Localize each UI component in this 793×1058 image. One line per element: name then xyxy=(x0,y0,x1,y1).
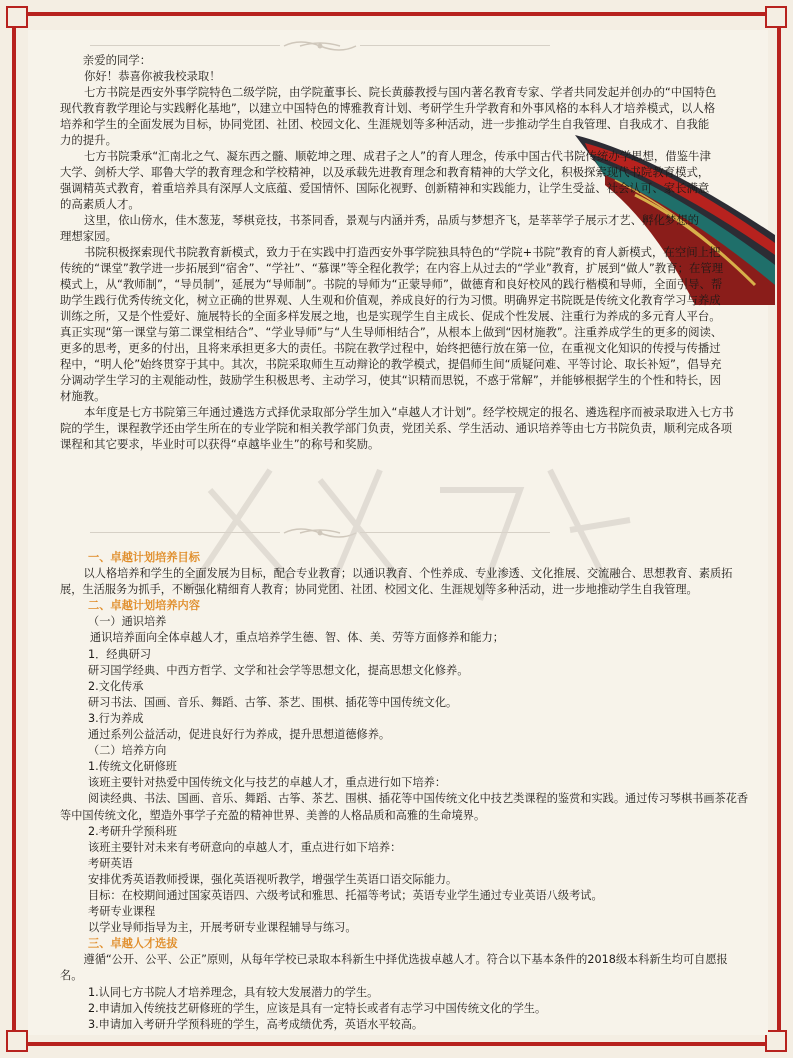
corner-ornament xyxy=(765,1030,787,1052)
english-heading: 考研英语 xyxy=(88,856,133,870)
letter-paragraph-3: 这里，依山傍水，佳木葱茏，琴棋竞技，书茶同香，景观与内涵并秀，品质与梦想齐飞，是莘莘学子展示才艺、孵化梦想的理想家园。 xyxy=(60,213,700,243)
item-classics: 1．经典研习 xyxy=(88,647,152,661)
letter-paragraph-1: 七方书院是西安外事学院特色二级学院，由学院董事长、院长黄藤教授与国内著名教育专家、学者共同发起并创办的“中国特色现代教育教学理论与实践孵化基地”，以建立中国特色的博雅教育计划、考研学生升学教育和外事风格的本科人才培养模式，以人格培养和学生的全面发展为目标，协同党团、社团、校园文化、生涯规划等多种活动，进一步推动学生自我管理、自我成才、自我能力的提升。 xyxy=(60,85,717,147)
direction-postgrad-a: 该班主要针对未来有考研意向的卓越人才，重点进行如下培养： xyxy=(88,840,402,854)
direction-traditional-a: 该班主要针对热爱中国传统文化与技艺的卓越人才，重点进行如下培养： xyxy=(88,776,447,790)
item-culture-text: 研习书法、国画、音乐、舞蹈、古筝、茶艺、围棋、插花等中国传统文化。 xyxy=(88,695,458,709)
section-goal-text: 以人格培养和学生的全面发展为目标，配合专业教育；以通识教育、个性养成、专业渗透、文化推展、交流融合、思想教育、素质拓展，生活服务为抓手，不断强化精细育人教育；协同党团、社团、校园文化、生涯规划等多种活动，进一步地推动学生自我管理。 xyxy=(60,567,733,597)
general-text: 通识培养面向全体卓越人才，重点培养学生德、智、体、美、劳等方面修养和能力； xyxy=(90,631,504,645)
item-culture: 2.文化传承 xyxy=(88,679,144,693)
item-behavior-text: 通过系列公益活动，促进良好行为养成，提升思想道德修养。 xyxy=(88,728,391,742)
major-heading: 考研专业课程 xyxy=(88,905,156,919)
selection-criterion-1: 1.认同七方书院人才培养理念，具有较大发展潜力的学生。 xyxy=(88,985,379,999)
letter-greeting: 亲爱的同学： xyxy=(82,53,152,67)
welcome-letter xyxy=(60,52,750,452)
subheading-general: （一）通识培养 xyxy=(88,615,167,629)
section-heading-selection: 三、卓越人才选拔 xyxy=(88,937,178,951)
selection-criterion-3: 3.申请加入考研升学预科班的学生，高考成绩优秀，英语水平较高。 xyxy=(88,1017,424,1031)
direction-traditional: 1.传统文化研修班 xyxy=(88,760,177,774)
major-text: 以学业导师指导为主，开展考研专业课程辅导与练习。 xyxy=(88,921,357,935)
corner-ornament xyxy=(6,6,28,28)
letter-paragraph-4: 书院积极探索现代书院教育新模式，致力于在实践中打造西安外事学院独具特色的“学院+书院”教育的育人新模式，在空间上把传统的“课堂”教学进一步拓展到“宿舍”、“学社”、“慕课”等全程化教学；在内容上从过去的“学业”教育，扩展到“做人”教育；在管理模式上，从“教师制”，“导员制”，延展为“导师制”。书院的导师为“正蒙导师”，做德育和良好校风的践行楷模和导师，全面引导、帮助学生践行优秀传统文化，树立正确的世界观、人生观和价值观，养成良好的行为习惯。明确界定书院既是传统文化教育学习与养成训练之所，又是个性爱好、施展特长的全面多样发展之地，也是实现学生自主成长、促成个性发展、注重行为养成的多元育人平台。真正实现“第一课堂与第二课堂相结合”、“学业导师”与“人生导师相结合”，从根本上做到“因材施教”。注重养成学生的更多的阅读、更多的思考，更多的付出，且将来承担更多大的责任。书院在教学过程中，始终把德行放在第一位，在重视文化知识的传授与传播过程中，“明人伦”始终贯穿于其中。其次，书院采取师生互动辩论的教学模式，提倡师生间“质疑问难、平等讨论、取长补短”，倡导充分调动学生学习的主观能动性，鼓励学生积极思考、主动学习，使其“识精而思锐，不惑于常解”，并能够根据学生的个性和特长，因材施教。 xyxy=(60,245,724,403)
subheading-direction: （二）培养方向 xyxy=(88,744,167,758)
program-sections xyxy=(60,550,750,1033)
selection-text: 遵循“公开、公平、公正”原则，从每年学校已录取本科新生中择优选拔卓越人才。符合以下基本条件的2018级本科新生均可自愿报名。 xyxy=(60,953,728,983)
english-text-a: 安排优秀英语教师授课，强化英语视听教学，增强学生英语口语交际能力。 xyxy=(88,872,458,886)
section-heading-goal: 一、卓越计划培养目标 xyxy=(88,551,200,564)
corner-ornament xyxy=(6,1030,28,1052)
section-heading-content: 二、卓越计划培养内容 xyxy=(88,599,200,613)
letter-congrats: 你好！恭喜你被我校录取！ xyxy=(83,69,221,83)
selection-criterion-2: 2.申请加入传统技艺研修班的学生，应该是具有一定特长或者有志学习中国传统文化的学生。 xyxy=(88,1001,547,1015)
direction-traditional-b: 阅读经典、书法、国画、音乐、舞蹈、古筝、茶艺、围棋、插花等中国传统文化中技艺类课程的鉴赏和实践。通过传习琴棋书画茶花香等中国传统文化，塑造外事学子充盈的精神世界、美善的人格品质和高雅的生命境界。 xyxy=(60,792,749,822)
corner-ornament xyxy=(765,6,787,28)
direction-postgrad: 2.考研升学预科班 xyxy=(88,824,177,838)
letter-paragraph-5: 本年度是七方书院第三年通过遴选方式择优录取部分学生加入“卓越人才计划”。经学校规定的报名、遴选程序而被录取进入七方书院的学生，课程教学还由学生所在的专业学院和相关教学部门负责，党团关系、学生活动、通识培养等由七方书院负责，顺利完成各项课程和其它要求，毕业时可以获得“卓越毕业生”的称号和奖励。 xyxy=(60,405,734,451)
item-behavior: 3.行为养成 xyxy=(88,711,144,725)
item-classics-text: 研习国学经典、中西方哲学、文学和社会学等思想文化，提高思想文化修养。 xyxy=(88,663,469,677)
english-text-b: 目标：在校期间通过国家英语四、六级考试和雅思、托福等考试；英语专业学生通过专业英语八级考试。 xyxy=(88,888,603,902)
letter-paragraph-2: 七方书院秉承“汇南北之气、凝东西之髓、顺乾坤之理、成君子之人”的育人理念，传承中国古代书院传统办学思想，借鉴牛津大学、剑桥大学、耶鲁大学的教育理念和学校精神，以及承载先进教育理念和教育精神的大学文化，积极探索现代书院教育模式，强调精英式教育，着重培养具有深厚人文底蕴、爱国情怀、国际化视野、创新精神和实践能力，让学生受益、社会认可、家长满意的高素质人才。 xyxy=(60,149,711,211)
